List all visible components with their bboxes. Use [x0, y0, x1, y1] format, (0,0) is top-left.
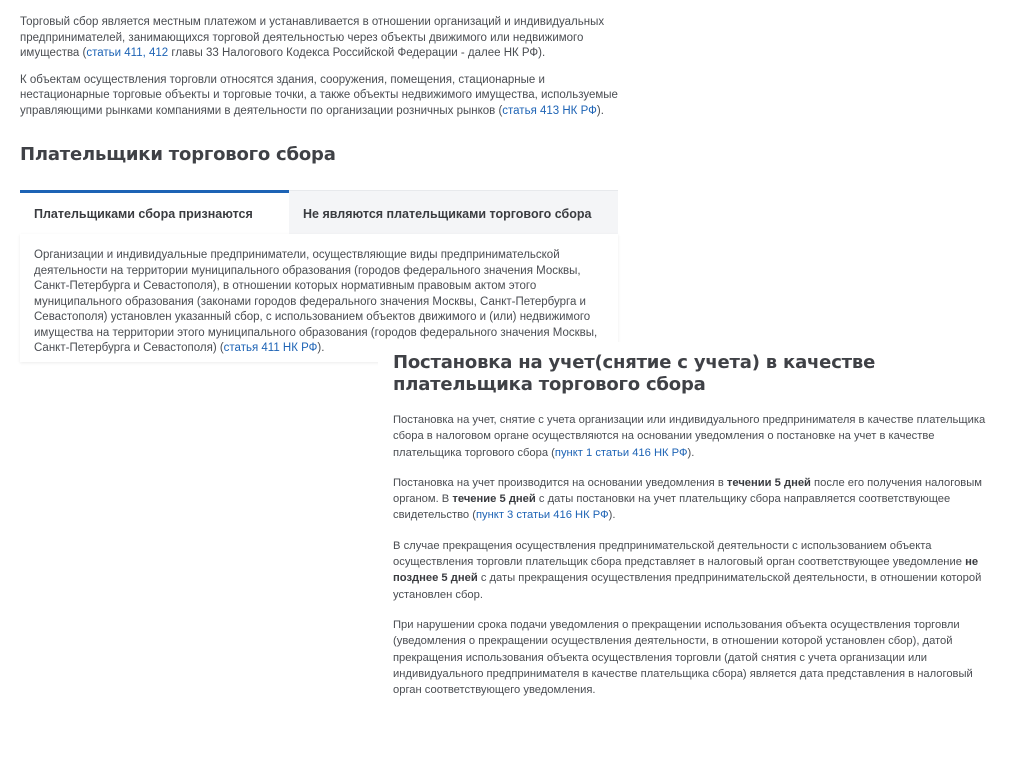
registration-body	[393, 412, 993, 698]
intro-p2-text: К объектам осуществления торговли относятся здания, сооружения, помещения, стационарные и нестационарные торговые объекты и торговые точки, а также объекты недвижимого имущества, используемые управляющими рынками компаниями в деятельности по организации розничных рынков (	[20, 73, 618, 117]
tab-payers-recognized[interactable]: Плательщиками сбора признаются	[20, 190, 289, 234]
reg-p2-c: после его получения налоговым органом. В	[393, 476, 982, 506]
reg-p1-link[interactable]: пункт 1 статьи 416 НК РФ	[554, 446, 688, 459]
panel-paragraph	[34, 248, 604, 357]
registration-paragraph-2	[393, 475, 993, 524]
payers-tabs	[20, 190, 618, 234]
reg-p1-text: Постановка на учет, снятие с учета организации или индивидуального предпринимателя в качестве плательщика сбора в налоговом органе осуществляются на основании уведомления о постановке на учет в качестве плательщика торгового сбора (	[393, 414, 986, 459]
reg-p2-bold-2: течение 5 дней	[452, 493, 536, 506]
tab-not-payers[interactable]: Не являются плательщиками торгового сбора	[289, 190, 618, 234]
reg-p3-bold: не позднее 5 дней	[393, 556, 979, 585]
reg-p2-tail: ).	[608, 509, 616, 522]
intro-section	[20, 15, 620, 119]
intro-paragraph-1	[20, 15, 620, 62]
reg-p2-d: с даты постановки на учет плательщику сбора направляется соответствующее свидетельство (	[393, 493, 951, 522]
registration-section	[378, 342, 1024, 767]
intro-p2-tail: ).	[596, 104, 604, 117]
payers-section-title: Плательщики торгового сбора	[20, 144, 336, 165]
intro-p1-text: Торговый сбор является местным платежом и устанавливается в отношении организаций и индивидуальных предпринимателей, занимающихся торговой деятельностью через объекты движимого или недвижимого имущества (	[20, 16, 605, 59]
intro-p1-link[interactable]: статьи 411, 412	[86, 47, 169, 59]
reg-p2-link[interactable]: пункт 3 статьи 416 НК РФ	[475, 509, 609, 522]
intro-p2-link[interactable]: статья 413 НК РФ	[502, 104, 597, 117]
reg-p2-a: Постановка на учет производится на основании уведомления в	[393, 476, 727, 489]
reg-p1-tail: ).	[687, 446, 695, 459]
registration-paragraph-3	[393, 538, 993, 603]
registration-section-title: Постановка на учет(снятие с учета) в качестве плательщика торгового сбора	[393, 352, 876, 395]
reg-p2-bold-1: течении 5 дней	[726, 476, 811, 489]
panel-text: Организации и индивидуальные предприниматели, осуществляющие виды предпринимательской деятельности на территории муниципального образования (городов федерального значения Москвы, Санкт-Петербурга и Севастополя), в отношении которых нормативным правовым актом этого муниципального образования (законами городов федерального значения Москвы, Санкт-Петербурга и Севастополя) установлен указанный сбор, с использованием объектов движимого и (или) недвижимого имущества на территории этого муниципального образования (городов федерального значения Москвы, Санкт-Петербурга и Севастополя) (	[34, 249, 598, 354]
panel-tail: ).	[317, 342, 325, 354]
intro-p1-tail: главы 33 Налогового Кодекса Российской Федерации - далее НК РФ).	[168, 47, 546, 59]
reg-p3-c: с даты прекращения осуществления предпринимательской деятельности, в отношении которой установлен сбор.	[393, 572, 982, 601]
registration-paragraph-1	[393, 412, 993, 461]
intro-paragraph-2	[20, 73, 620, 120]
panel-link[interactable]: статья 411 НК РФ	[223, 342, 318, 354]
registration-paragraph-4: При нарушении срока подачи уведомления о прекращении использования объекта осуществления торговли (уведомления о прекращении осуществления деятельности, в отношении которой установлен сбор), датой прекращения использования объекта осуществления торговли (датой снятия с учета организации или индивидуального предпринимателя в качестве плательщика сбора) является дата представления в налоговый орган соответствующего уведомления.	[393, 618, 973, 697]
reg-p3-a: В случае прекращения осуществления предпринимательской деятельности с использованием объекта осуществления торговли плательщик сбора представляет в налоговый орган соответствующее уведомление	[393, 539, 966, 569]
